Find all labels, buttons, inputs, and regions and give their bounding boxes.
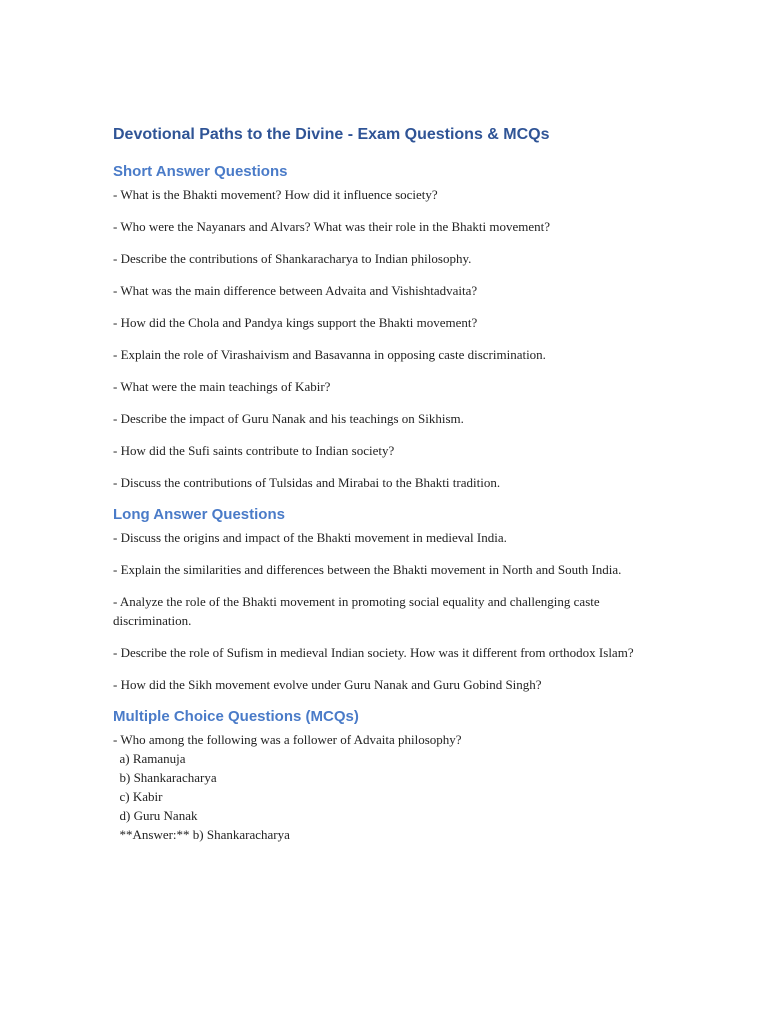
- short-question: - Who were the Nayanars and Alvars? What was their role in the Bhakti movement?: [113, 219, 551, 234]
- long-answer-heading: Long Answer Questions: [113, 506, 285, 523]
- mcq-option: c) Kabir: [113, 789, 163, 804]
- long-question: - Describe the role of Sufism in medieval Indian society. How was it different from orthodox Islam?: [113, 645, 634, 660]
- short-question: - Discuss the contributions of Tulsidas and Mirabai to the Bhakti tradition.: [113, 475, 501, 490]
- short-answer-section: [113, 162, 673, 492]
- short-question: - Describe the impact of Guru Nanak and his teachings on Sikhism.: [113, 411, 464, 426]
- short-question: - Describe the contributions of Shankaracharya to Indian philosophy.: [113, 251, 472, 266]
- mcq-item: [113, 730, 673, 844]
- long-question: - Explain the similarities and differences between the Bhakti movement in North and South India.: [113, 562, 622, 577]
- document-title: Devotional Paths to the Divine - Exam Questions & MCQs: [113, 126, 550, 143]
- mcq-option: d) Guru Nanak: [113, 808, 198, 823]
- short-question: - How did the Chola and Pandya kings support the Bhakti movement?: [113, 315, 478, 330]
- short-question: - What were the main teachings of Kabir?: [113, 379, 331, 394]
- mcq-question: - Who among the following was a follower of Advaita philosophy?: [113, 732, 462, 747]
- short-question: - Explain the role of Virashaivism and Basavanna in opposing caste discrimination.: [113, 347, 546, 362]
- document-page: [113, 125, 673, 844]
- long-answer-section: [113, 505, 673, 694]
- short-question: - What was the main difference between Advaita and Vishishtadvaita?: [113, 283, 478, 298]
- mcq-answer: **Answer:** b) Shankaracharya: [113, 827, 290, 842]
- mcq-heading: Multiple Choice Questions (MCQs): [113, 708, 359, 725]
- short-question: - What is the Bhakti movement? How did it influence society?: [113, 187, 438, 202]
- long-question: - How did the Sikh movement evolve under Guru Nanak and Guru Gobind Singh?: [113, 677, 542, 692]
- mcq-section: [113, 707, 673, 844]
- mcq-option: a) Ramanuja: [113, 751, 186, 766]
- long-question: - Analyze the role of the Bhakti movement in promoting social equality and challenging caste discrimination.: [113, 594, 600, 628]
- short-answer-heading: Short Answer Questions: [113, 163, 288, 180]
- mcq-option: b) Shankaracharya: [113, 770, 217, 785]
- short-question: - How did the Sufi saints contribute to Indian society?: [113, 443, 395, 458]
- long-question: - Discuss the origins and impact of the Bhakti movement in medieval India.: [113, 530, 507, 545]
